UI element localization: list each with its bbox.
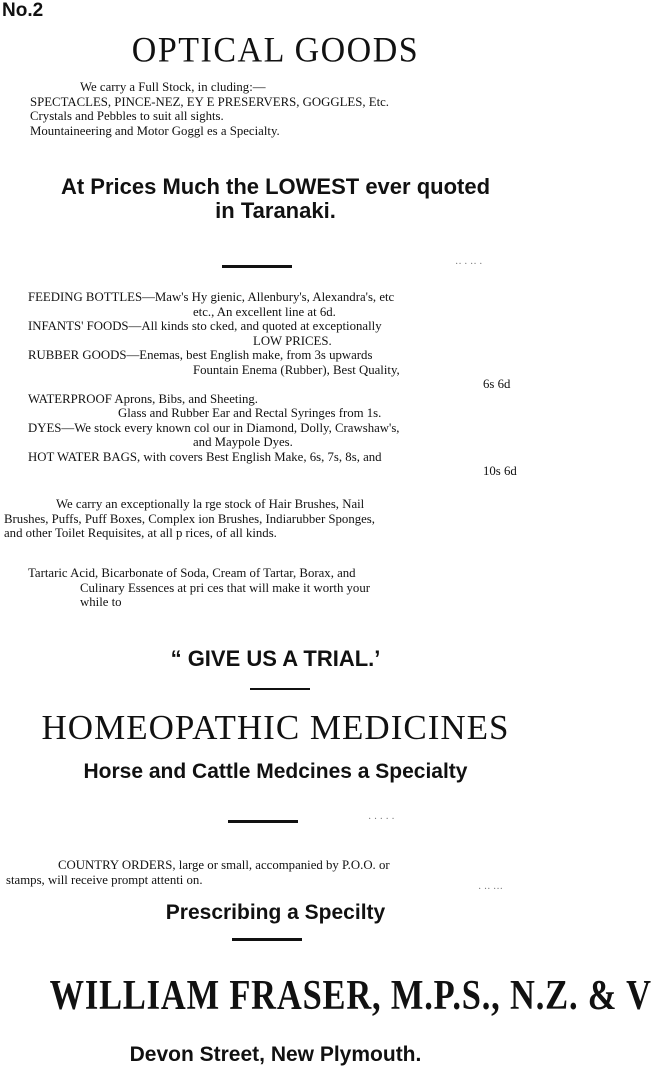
prices-line-2: in Taranaki. bbox=[215, 198, 336, 223]
give-us-a-trial: “ GIVE US A TRIAL.’ bbox=[170, 646, 381, 671]
list-item: RUBBER GOODS—Enemas, best English make, from 3s upwards bbox=[28, 348, 373, 362]
list-item: etc., An excellent line at 6d. bbox=[193, 304, 336, 319]
list-item: FEEDING BOTTLES—Maw's Hy gienic, Allenbury's, Alexandra's, etc bbox=[28, 290, 395, 304]
speck-1: ·· · ·· · bbox=[455, 259, 483, 270]
list-item: Glass and Rubber Ear and Rectal Syringes from 1s. bbox=[118, 406, 382, 420]
country-orders-block bbox=[6, 858, 390, 887]
country-line: stamps, will receive prompt attenti on. bbox=[6, 872, 203, 887]
speck-2: · · · · · bbox=[368, 814, 395, 825]
divider-4 bbox=[232, 938, 302, 941]
optical-goods-heading: OPTICAL GOODS bbox=[131, 31, 420, 70]
divider-3 bbox=[228, 820, 298, 823]
tartaric-line: Culinary Essences at pri ces that will make it worth your bbox=[80, 580, 370, 595]
toilet-requisites-paragraph bbox=[4, 497, 375, 541]
tartaric-line: Tartaric Acid, Bicarbonate of Soda, Cream of Tartar, Borax, and bbox=[28, 566, 356, 580]
stock-intro: We carry a Full Stock, in cluding:— bbox=[80, 80, 266, 94]
list-item: DYES—We stock every known col our in Diamond, Dolly, Crawshaw's, bbox=[28, 420, 400, 435]
list-item: 6s 6d bbox=[483, 377, 511, 391]
william-fraser-name: WILLIAM FRASER, M.P.S., N.Z. & V bbox=[49, 973, 652, 1019]
toilet-line: and other Toilet Requisites, at all p rices, of all kinds. bbox=[4, 526, 277, 540]
prices-line-1: At Prices Much the LOWEST ever quoted bbox=[60, 174, 491, 199]
stock-line-crystals: Crystals and Pebbles to suit all sights. bbox=[30, 109, 224, 123]
divider-1 bbox=[222, 265, 292, 268]
toilet-line: Brushes, Puffs, Puff Boxes, Complex ion Brushes, Indiarubber Sponges, bbox=[4, 511, 375, 526]
country-line: COUNTRY ORDERS, large or small, accompanied by P.O.O. or bbox=[58, 858, 390, 872]
toilet-line: We carry an exceptionally la rge stock of Hair Brushes, Nail bbox=[56, 497, 365, 511]
speck-3: · ·· ··· bbox=[478, 884, 503, 895]
devon-street-address: Devon Street, New Plymouth. bbox=[129, 1043, 422, 1066]
list-item: INFANTS' FOODS—All kinds sto cked, and quoted at exceptionally bbox=[28, 319, 382, 333]
optical-stock-block bbox=[30, 80, 389, 138]
goods-list bbox=[28, 290, 517, 479]
homeopathic-heading: HOMEOPATHIC MEDICINES bbox=[41, 708, 510, 747]
tartaric-paragraph bbox=[28, 566, 370, 610]
list-item: LOW PRICES. bbox=[253, 333, 332, 348]
divider-2 bbox=[250, 688, 310, 690]
list-item: HOT WATER BAGS, with covers Best English Make, 6s, 7s, 8s, and bbox=[28, 449, 382, 464]
list-item: WATERPROOF Aprons, Bibs, and Sheeting. bbox=[28, 391, 258, 406]
stock-line-goggles: Mountaineering and Motor Goggl es a Specialty. bbox=[30, 123, 280, 138]
ad-number: No.2 bbox=[2, 0, 44, 21]
list-item: 10s 6d bbox=[483, 464, 517, 478]
tartaric-line: while to bbox=[80, 595, 122, 609]
list-item: Fountain Enema (Rubber), Best Quality, bbox=[193, 362, 400, 377]
stock-line-spectacles: SPECTACLES, PINCE-NEZ, EY E PRESERVERS, GOGGLES, Etc. bbox=[30, 94, 389, 109]
list-item: and Maypole Dyes. bbox=[193, 435, 293, 449]
horse-cattle-line: Horse and Cattle Medcines a Specialty bbox=[83, 760, 468, 783]
prices-banner bbox=[0, 175, 551, 223]
prescribing-line: Prescribing a Specilty bbox=[165, 901, 386, 924]
